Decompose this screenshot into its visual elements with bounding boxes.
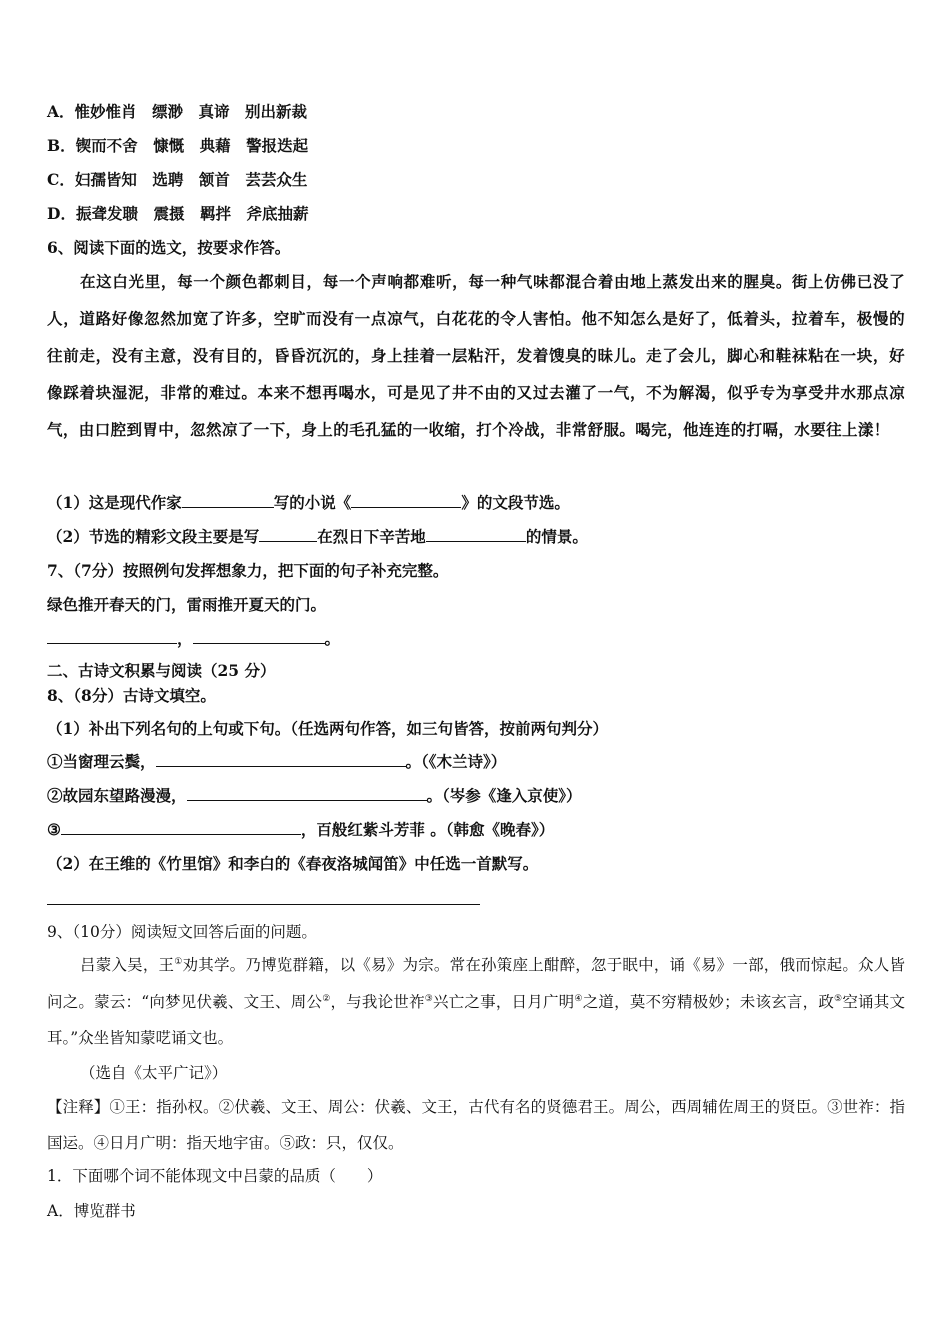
option-b-text: 锲而不舍 慷慨 典藉 警报迭起 — [75, 136, 309, 155]
option-d-text: 振聋发聩 震摄 羁拌 斧底抽薪 — [75, 204, 309, 223]
q6-action-blank[interactable] — [426, 527, 526, 542]
q6-sub2 — [47, 527, 588, 547]
q6-title: 6、阅读下面的选文，按要求作答。 — [47, 238, 291, 257]
q6-sub1 — [47, 493, 570, 513]
q9-passage-part5: 之道，莫不穷精极妙；未该玄言，政 — [582, 992, 835, 1011]
q9-passage-part2: 劝其学。乃博览群籍，以《易》为宗。常在孙策座上酣醉，忽于眠中，诵《易》一部，俄而惊起。众人皆问之。蒙云：“向梦见伏羲、文王、周公 — [47, 956, 905, 1011]
q8-item2-text-a: ②故园东望路漫漫， — [47, 786, 187, 805]
note-ref-1: ① — [174, 956, 183, 967]
q9-passage-part1: 吕蒙入吴，王 — [80, 956, 175, 974]
q7-blank-1[interactable] — [47, 629, 177, 644]
q6-sub2-text-c: 的情景。 — [525, 527, 588, 546]
q9-passage-part6: 空诵其文耳。”众坐皆知蒙呓诵文也。 — [47, 992, 905, 1047]
note-ref-2: ② — [322, 993, 331, 1004]
q6-subject-blank[interactable] — [259, 527, 317, 542]
q9-question1: 1．下面哪个词不能体现文中吕蒙的品质（ ） — [47, 1167, 383, 1185]
q7-title: 7、（7分）按照例句发挥想象力，把下面的句子补充完整。 — [47, 561, 449, 580]
q8-sub1: （1）补出下列名句的上句或下句。（任选两句作答，如三句皆答，按前两句判分） — [47, 719, 609, 738]
q6-sub2-text-b: 在烈日下辛苦地 — [317, 527, 426, 546]
section2-heading: 二、古诗文积累与阅读（25 分） — [47, 661, 276, 680]
q8-sub2: （2）在王维的《竹里馆》和李白的《春夜洛城闻笛》中任选一首默写。 — [47, 854, 539, 873]
q7-answer-line — [47, 629, 340, 649]
q7-blank-2[interactable] — [193, 629, 325, 644]
q9-notes: 【注释】①王：指孙权。②伏羲、文王、周公：伏羲、文王，古代有名的贤德君王。周公，西周辅佐周王的贤臣。③世祚：指国运。④日月广明：指天地宇宙。⑤政：只，仅仅。 — [47, 1098, 905, 1152]
q9-passage-part3: ，与我论世祚 — [330, 992, 425, 1011]
q9-option-a-text: 博览群书 — [73, 1202, 136, 1220]
note-ref-4: ④ — [574, 993, 583, 1004]
q7-example: 绿色推开春天的门，雷雨推开夏天的门。 — [47, 595, 327, 614]
option-c — [47, 170, 307, 190]
q8-item3-text-b: ，百般红紫斗芳菲 。（韩愈《晚春》） — [300, 820, 555, 839]
q9-title: 9、（10分）阅读短文回答后面的问题。 — [47, 923, 317, 941]
q7-period: 。 — [324, 629, 341, 648]
q9-passage-part4: 兴亡之事，日月广明 — [433, 992, 575, 1011]
note-ref-5: ⑤ — [834, 993, 843, 1004]
q8-item3-blank[interactable] — [61, 820, 301, 835]
q8-item3 — [47, 820, 554, 840]
q8-item1-text-b: 。（《木兰诗》） — [405, 752, 507, 771]
q9-passage — [47, 947, 905, 1057]
option-d — [47, 204, 308, 224]
q6-sub1-text-a: （1）这是现代作家 — [47, 493, 182, 512]
q6-author-blank[interactable] — [182, 493, 274, 508]
q8-title: 8、（8分）古诗文填空。 — [47, 686, 216, 705]
option-c-label: C． — [47, 170, 75, 189]
option-b-label: B． — [47, 136, 76, 155]
q8-item1-text-a: ①当窗理云鬓， — [47, 752, 156, 771]
q7-comma: ， — [177, 629, 193, 648]
q9-source: （选自《太平广记》） — [80, 1064, 228, 1082]
q9-option-a[interactable] — [47, 1201, 136, 1221]
option-c-text: 妇孺皆知 选聘 颔首 芸芸众生 — [74, 170, 308, 189]
q8-item3-text-a: ③ — [47, 820, 61, 839]
q6-sub2-text-a: （2）节选的精彩文段主要是写 — [47, 527, 260, 546]
q6-novel-blank[interactable] — [351, 493, 461, 508]
option-b — [47, 136, 308, 156]
q6-sub1-text-c: 》的文段节选。 — [461, 493, 570, 512]
option-a-label: A． — [47, 102, 75, 121]
q8-item2-blank[interactable] — [187, 786, 427, 801]
q8-answer-line[interactable] — [47, 904, 480, 905]
q8-item1-blank[interactable] — [156, 752, 406, 767]
q6-passage: 在这白光里，每一个颜色都刺目，每一个声响都难听，每一种气味都混合着由地上蒸发出来的腥臭。街上仿佛已没了人，道路好像忽然加宽了许多，空旷而没有一点凉气，白花花的令人害怕。他不知怎么是好了，低着头，拉着车，极慢的往前走，没有主意，没有目的，昏昏沉沉的，身上挂着一层粘汗，发着馊臭的昧儿。走了会儿，脚心和鞋袜粘在一块，好像踩着块湿泥，非常的难过。本来不想再喝水，可是见了井不由的又过去灌了一气，不为解渴，似乎专为享受井水那点凉气，由口腔到胃中，忽然凉了一下，身上的毛孔猛的一收缩，打个冷战，非常舒服。喝完，他连连的打嗝，水要往上漾！ — [47, 272, 905, 439]
q6-sub1-text-b: 写的小说《 — [273, 493, 352, 512]
option-d-label: D． — [47, 204, 76, 223]
q8-item1 — [47, 752, 506, 772]
note-ref-3: ③ — [424, 993, 434, 1004]
q9-option-a-label: A． — [47, 1202, 74, 1220]
q8-item2 — [47, 786, 582, 806]
option-a — [47, 102, 307, 122]
q8-item2-text-b: 。（岑参《逢入京使》） — [426, 786, 582, 805]
option-a-text: 惟妙惟肖 缥渺 真谛 别出新裁 — [74, 102, 308, 121]
